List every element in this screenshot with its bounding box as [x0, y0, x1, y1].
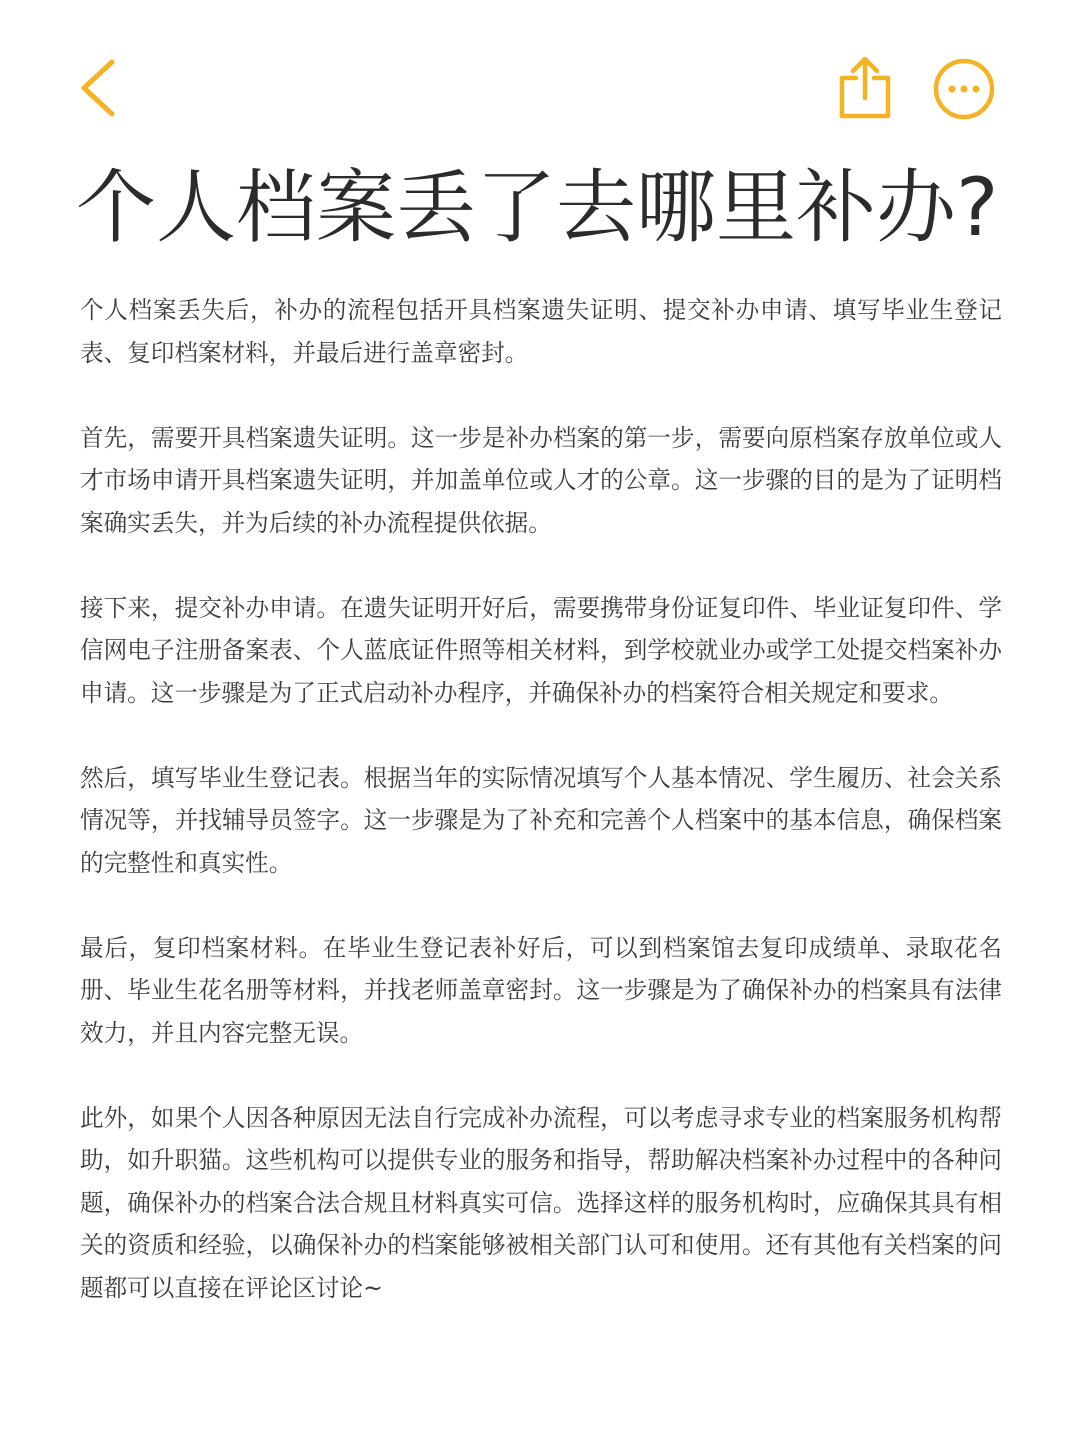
article-paragraph: 个人档案丢失后，补办的流程包括开具档案遗失证明、提交补办申请、填写毕业生登记表、复印档案材料，并最后进行盖章密封。: [80, 296, 1002, 367]
chevron-left-icon: [74, 58, 126, 118]
share-icon: [836, 54, 894, 120]
article-paragraph: 然后，填写毕业生登记表。根据当年的实际情况填写个人基本情况、学生履历、社会关系情况等，并找辅导员签字。这一步骤是为了补充和完善个人档案中的基本信息，确保档案的完整性和真实性。: [80, 763, 1002, 877]
back-button[interactable]: [74, 58, 126, 118]
article-body: [80, 289, 1002, 1352]
more-dots-icon: [933, 58, 995, 120]
article-paragraph: 首先，需要开具档案遗失证明。这一步是补办档案的第一步，需要向原档案存放单位或人才市场申请开具档案遗失证明，并加盖单位或人才的公章。这一步骤的目的是为了证明档案确实丢失，并为后续的补办流程提供依据。: [80, 423, 1002, 537]
article-title: 个人档案丢了去哪里补办?: [76, 161, 999, 254]
article-paragraph: 接下来，提交补办申请。在遗失证明开好后，需要携带身份证复印件、毕业证复印件、学信网电子注册备案表、个人蓝底证件照等相关材料，到学校就业办或学工处提交档案补办申请。这一步骤是为了正式启动补办程序，并确保补办的档案符合相关规定和要求。: [80, 593, 1002, 707]
more-options-button[interactable]: [933, 58, 995, 120]
article-paragraph: 最后，复印档案材料。在毕业生登记表补好后，可以到档案馆去复印成绩单、录取花名册、毕业生花名册等材料，并找老师盖章密封。这一步骤是为了确保补办的档案具有法律效力，并且内容完整无误。: [80, 933, 1002, 1047]
article-paragraph: 此外，如果个人因各种原因无法自行完成补办流程，可以考虑寻求专业的档案服务机构帮助，如升职猫。这些机构可以提供专业的服务和指导，帮助解决档案补办过程中的各种问题，确保补办的档案合法合规且材料真实可信。选择这样的服务机构时，应确保其具有相关的资质和经验，以确保补办的档案能够被相关部门认可和使用。还有其他有关档案的问题都可以直接在评论区讨论~: [80, 1103, 1002, 1302]
share-button[interactable]: [836, 54, 894, 120]
top-navigation-bar: [0, 0, 1080, 150]
